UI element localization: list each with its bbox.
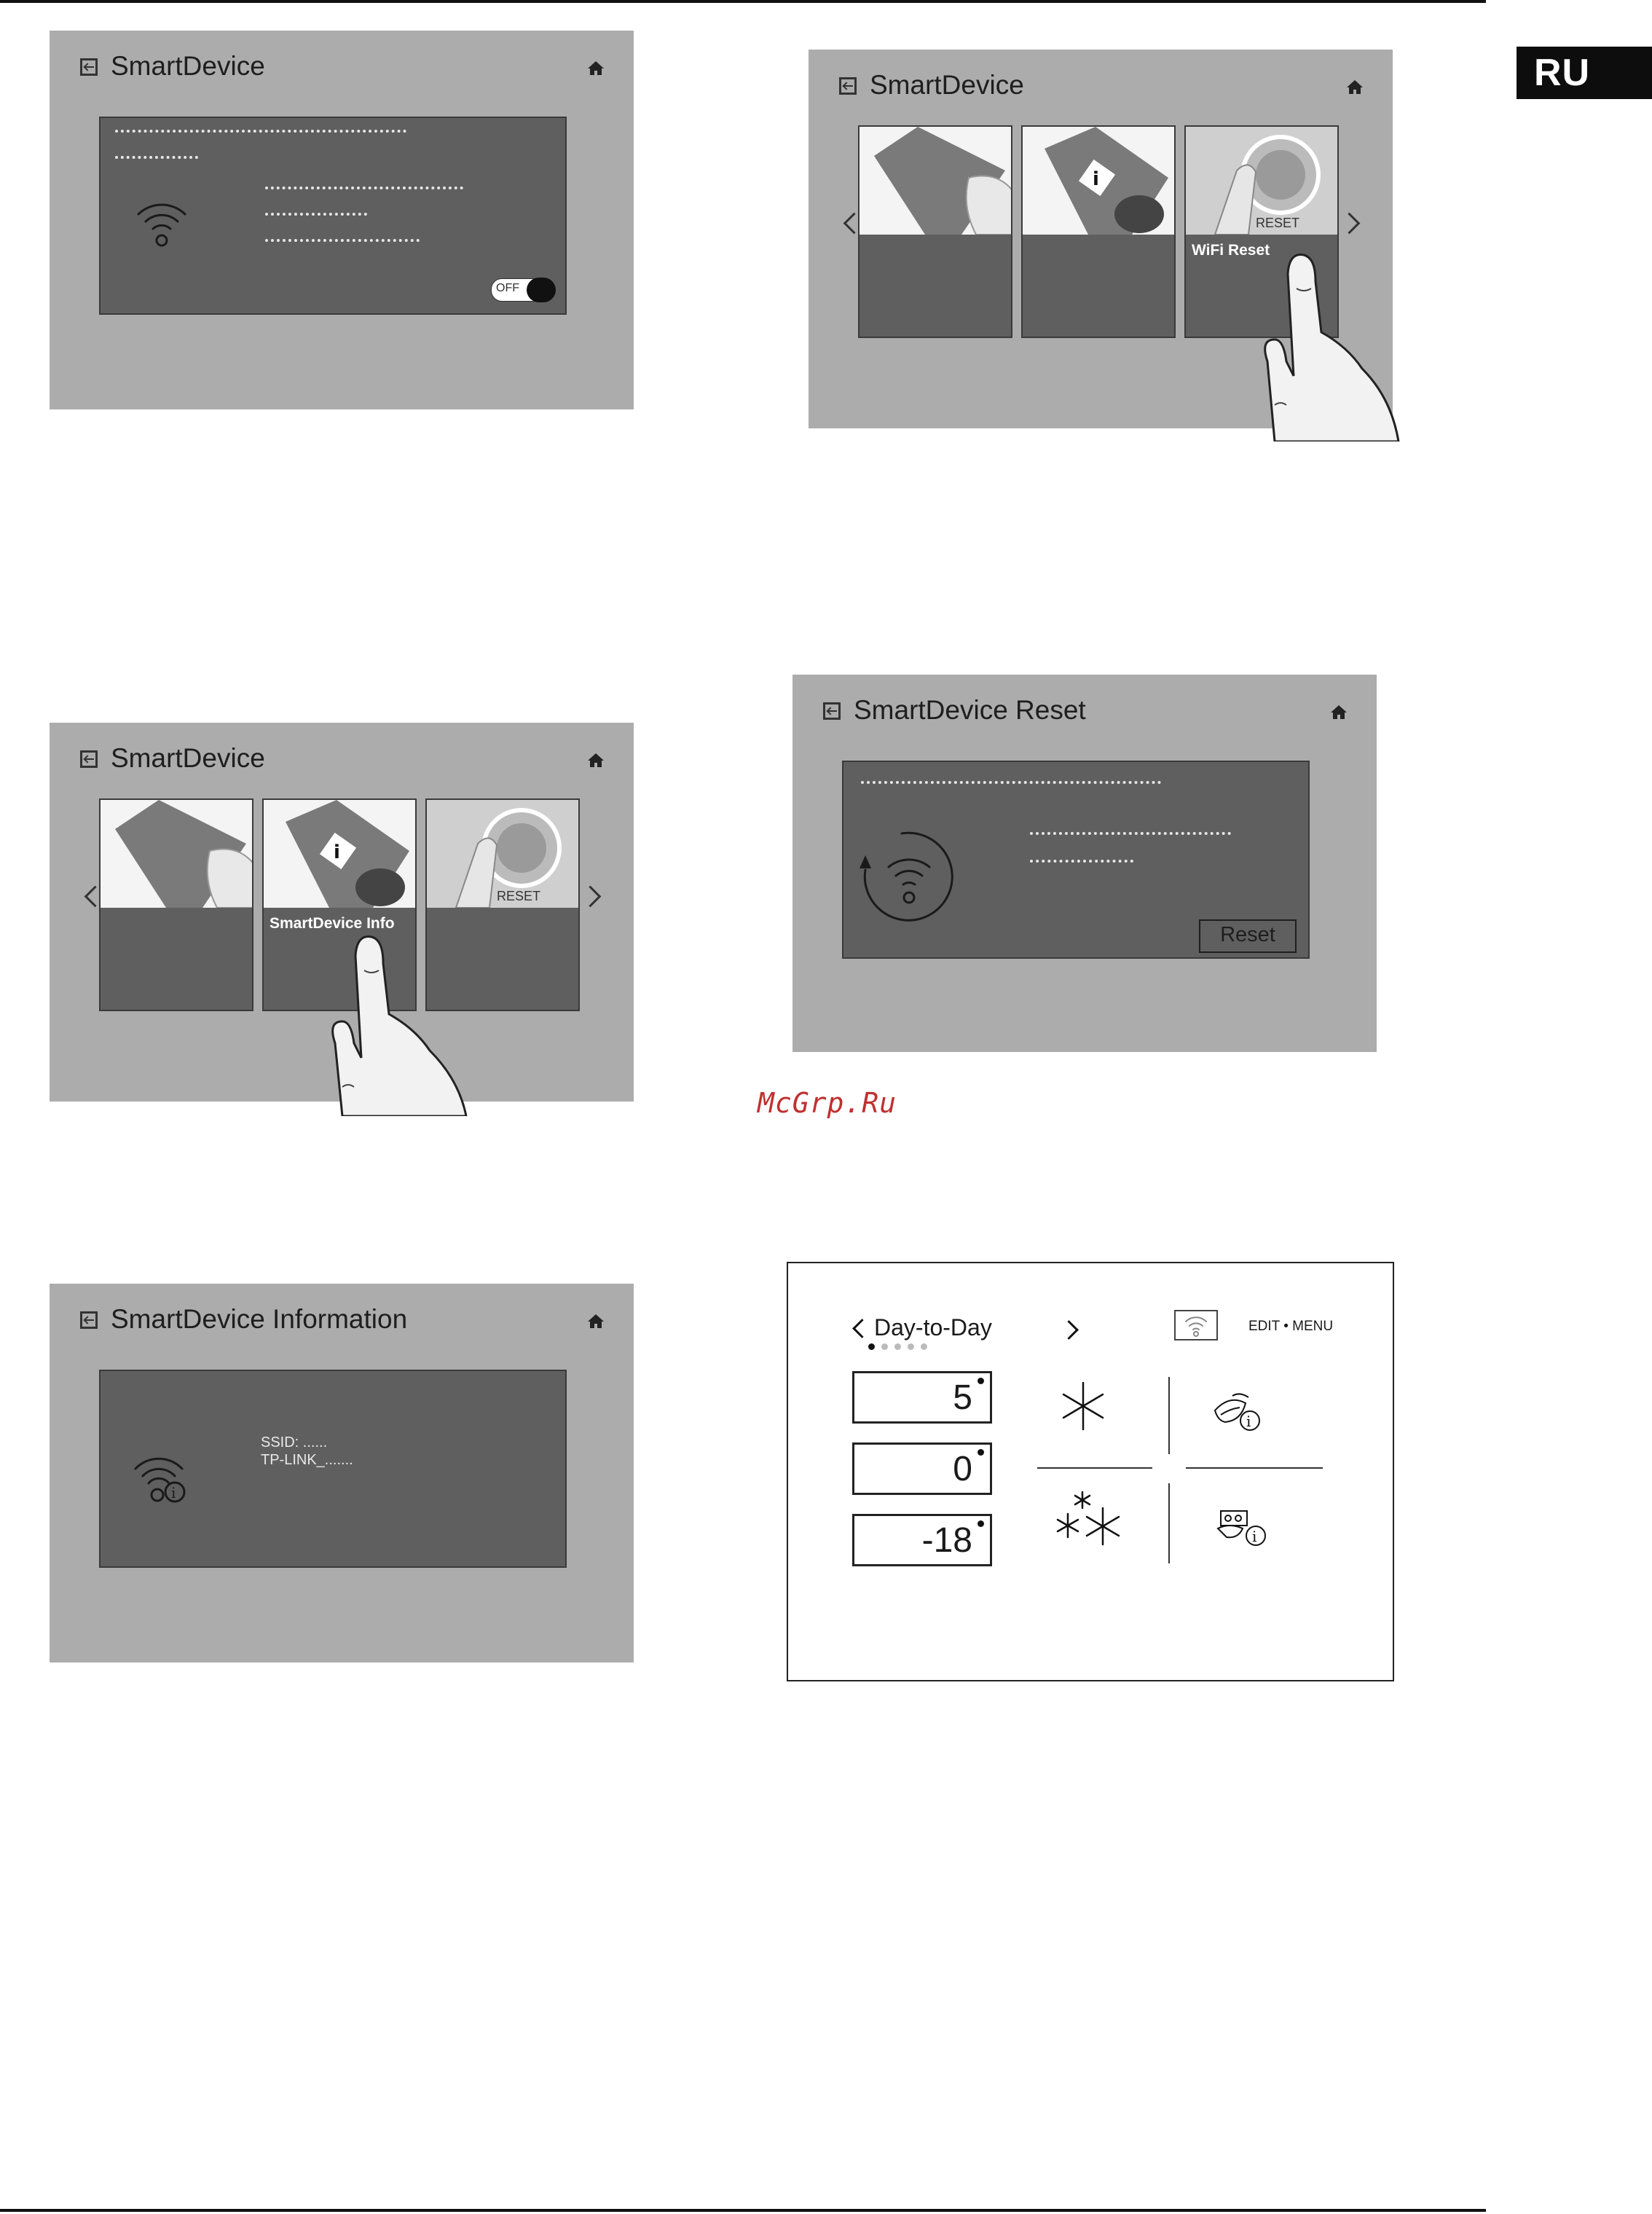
screen-header	[80, 48, 605, 92]
screen-title: SmartDevice	[870, 70, 1024, 100]
home-icon[interactable]	[587, 752, 605, 768]
chevron-right-icon[interactable]	[580, 886, 602, 908]
page-dot	[894, 1343, 901, 1350]
placeholder-text	[265, 239, 420, 242]
smartdevice-screen	[50, 31, 634, 409]
page-dot	[921, 1343, 927, 1350]
placeholder-text	[265, 187, 463, 189]
screen-title: SmartDevice Information	[111, 1304, 408, 1334]
temperature-value: -18	[921, 1521, 972, 1560]
home-icon[interactable]	[587, 1313, 605, 1329]
tile-image	[427, 800, 578, 908]
svg-text:i: i	[1246, 1413, 1251, 1430]
degree-mark	[978, 1378, 984, 1384]
screen-title: SmartDevice	[111, 51, 265, 81]
tile-smartdevice-onoff[interactable]	[858, 125, 1012, 338]
back-icon[interactable]	[80, 1311, 98, 1329]
page-dot-active	[868, 1343, 875, 1350]
phone-info-illustration	[1023, 127, 1174, 235]
screen-header	[823, 692, 1348, 736]
watermark: McGrp.Ru	[758, 1087, 897, 1119]
tile-label: SmartDevice Info	[270, 915, 395, 932]
finger-pointer-illustration	[1246, 223, 1406, 441]
mode-selector	[851, 1311, 1084, 1355]
screen-header	[80, 740, 605, 784]
tile-smartdevice-info[interactable]	[1021, 125, 1176, 338]
phone-illustration	[860, 127, 1011, 235]
bottom-rule	[0, 2209, 1486, 2212]
home-icon[interactable]	[1346, 79, 1364, 95]
placeholder-text	[115, 130, 406, 133]
toggle-knob	[527, 278, 556, 302]
wifi-status-icon[interactable]	[1174, 1310, 1218, 1340]
reset-button[interactable]: Reset	[1199, 919, 1297, 953]
chiller-temperature[interactable]	[852, 1442, 992, 1495]
screen-header	[80, 1301, 605, 1345]
temperature-value: 0	[953, 1450, 972, 1488]
placeholder-text	[861, 781, 1161, 784]
svg-text:i: i	[1252, 1528, 1257, 1545]
back-icon[interactable]	[80, 58, 98, 76]
home-icon[interactable]	[587, 60, 605, 76]
fridge-temperature[interactable]	[852, 1371, 992, 1424]
wifi-icon	[134, 195, 189, 251]
tile-label: WiFi Reset	[1192, 242, 1270, 259]
divider-vertical	[1168, 1377, 1170, 1454]
edit-menu-label[interactable]: EDIT • MENU	[1248, 1319, 1334, 1334]
placeholder-text	[115, 156, 198, 159]
svg-text:i: i	[334, 841, 340, 863]
screen-header	[839, 67, 1364, 111]
divider-vertical	[1168, 1483, 1170, 1563]
back-icon[interactable]	[839, 77, 857, 95]
snowflake-icon[interactable]	[1058, 1377, 1109, 1435]
phone-info-illustration	[264, 800, 415, 908]
degree-mark	[978, 1520, 984, 1527]
content-panel	[99, 117, 567, 315]
toggle-label: OFF	[496, 282, 519, 294]
smartdevice-toggle[interactable]	[491, 278, 555, 302]
chevron-left-icon[interactable]	[852, 1319, 872, 1338]
food-info-icon[interactable]	[1216, 1507, 1275, 1555]
top-rule	[0, 0, 1486, 3]
tile-image	[860, 127, 1011, 235]
smartdevice-reset-screen	[792, 675, 1377, 1052]
ssid-label: SSID: ......	[261, 1434, 328, 1451]
screen-title: SmartDevice	[111, 743, 265, 773]
tile-image	[101, 800, 252, 908]
mode-label: Day-to-Day	[874, 1314, 992, 1340]
eco-info-icon[interactable]	[1211, 1389, 1269, 1437]
phone-illustration	[101, 800, 252, 908]
back-icon[interactable]	[80, 750, 98, 768]
tile-smartdevice-onoff[interactable]	[99, 798, 253, 1011]
content-panel	[99, 1370, 567, 1568]
svg-text:i: i	[1093, 168, 1099, 190]
freezer-temperature[interactable]	[852, 1514, 992, 1566]
reset-caption: RESET	[1256, 216, 1300, 230]
smartdevice-tiles-screen	[50, 723, 634, 1102]
tile-image	[1023, 127, 1174, 235]
smartdevice-information-screen	[50, 1284, 634, 1663]
super-freeze-icon[interactable]	[1052, 1486, 1122, 1549]
placeholder-text	[265, 213, 367, 216]
wifi-reset-icon	[851, 826, 960, 928]
back-icon[interactable]	[823, 702, 841, 720]
tile-image	[1186, 127, 1337, 235]
degree-mark	[978, 1449, 984, 1456]
tile-image	[264, 800, 415, 908]
finger-pointer-illustration	[313, 905, 473, 1116]
placeholder-text	[1030, 860, 1133, 863]
network-name: TP-LINK_.......	[261, 1452, 353, 1468]
page-dot	[908, 1343, 914, 1350]
wifi-info-icon	[133, 1450, 195, 1512]
svg-text:i: i	[171, 1484, 176, 1501]
reset-caption: RESET	[497, 889, 541, 903]
screen-title: SmartDevice Reset	[854, 695, 1086, 725]
placeholder-text	[1030, 832, 1231, 835]
language-tag: RU	[1517, 47, 1652, 99]
temperature-value: 5	[953, 1378, 972, 1417]
home-icon[interactable]	[1330, 704, 1348, 720]
divider-horizontal	[1186, 1467, 1323, 1469]
wifi-icon	[1176, 1311, 1216, 1339]
page-dot	[881, 1343, 888, 1350]
content-panel	[842, 761, 1310, 959]
smartdevice-tiles-screen	[809, 50, 1393, 428]
main-control-panel	[787, 1262, 1394, 1681]
divider-horizontal	[1037, 1467, 1152, 1469]
page-indicator	[868, 1343, 934, 1351]
